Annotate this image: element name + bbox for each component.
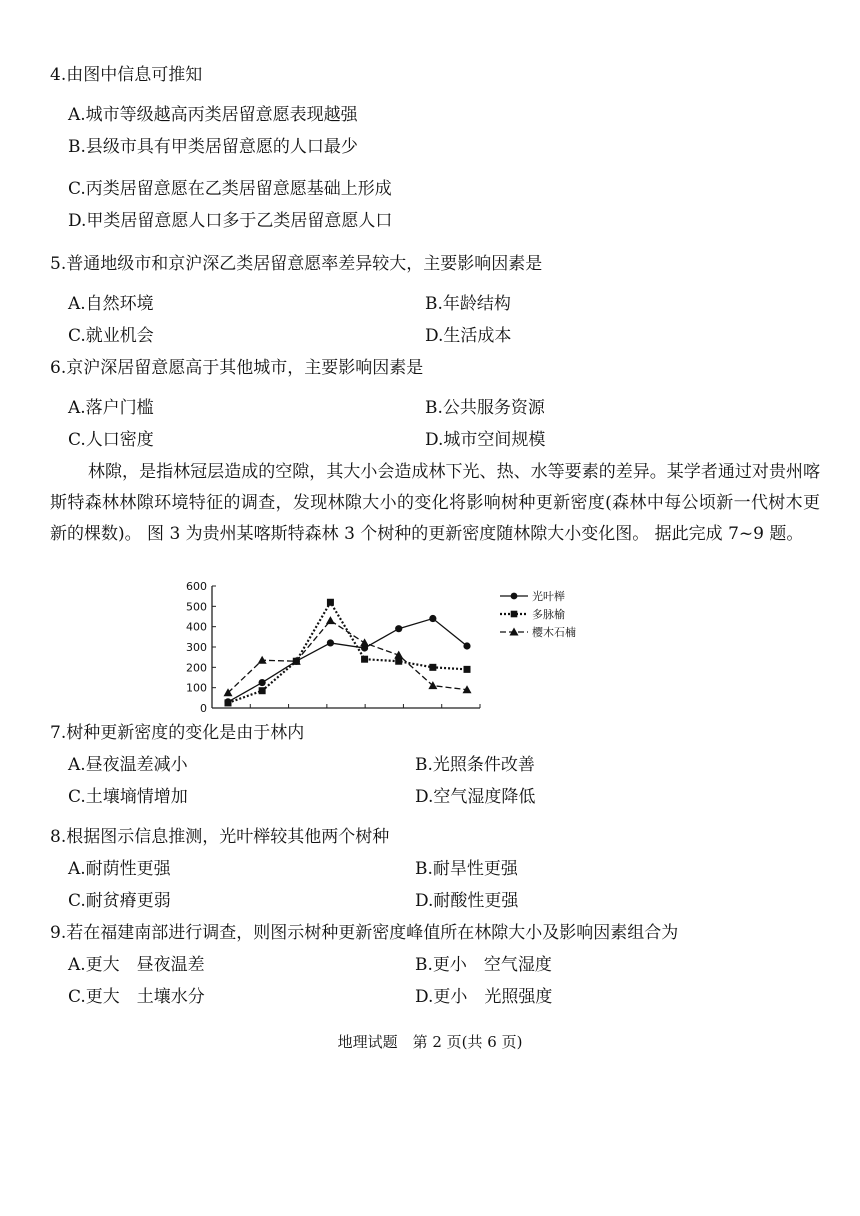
question-8-stem: 8.根据图示信息推测，光叶榉较其他两个树种 [50,827,390,847]
y-tick-label: 400 [186,620,207,634]
y-tick-label: 600 [186,580,207,593]
y-tick-label: 300 [186,641,207,654]
data-point-square [464,666,471,673]
data-point-square [225,699,232,706]
question-9-option-d: D.更小 光照强度 [415,987,553,1007]
question-6-stem: 6.京沪深居留意愿高于其他城市，主要影响因素是 [50,358,424,378]
passage: 林隙，是指林冠层造成的空隙，其大小会造成林下光、热、水等要素的差异。某学者通过对贵州喀斯特森林林隙环境特征的调查，发现林隙大小的变化将影响树种更新密度(森林中每公顷新一代树木更新的棵数)。 图 3 为贵州某喀斯特森林 3 个树种的更新密度随林隙大小变化图。 据此完成 7~9 题。 [50,462,820,544]
question-6-option-b: B.公共服务资源 [425,398,545,418]
question-5-option-c: C.就业机会 [68,326,154,346]
question-4-stem: 4.由图中信息可推知 [50,65,203,85]
page-footer: 地理试题 第 2 页(共 6 页) [337,1033,523,1051]
y-tick-label: 100 [186,681,207,695]
question-7-option-a: A.昼夜温差减小 [68,755,188,775]
question-8-option-d: D.耐酸性更强 [415,891,519,911]
data-point-circle [463,642,470,649]
legend-label-2: 多脉榆 [532,608,565,621]
question-4-option-a: A.城市等级越高丙类居留意愿表现越强 [68,105,358,125]
legend-label-1: 光叶榉 [532,590,565,603]
data-point-circle [395,625,402,632]
question-9-option-b: B.更小 空气湿度 [415,955,552,975]
y-tick-label: 200 [186,661,207,675]
question-9-option-a: A.更大 昼夜温差 [68,955,205,975]
question-7-option-b: B.光照条件改善 [415,755,535,775]
question-6-option-c: C.人口密度 [68,430,154,450]
legend-marker-circle [511,593,518,600]
question-9-option-c: C.更大 土壤水分 [68,987,205,1007]
question-8-option-b: B.耐旱性更强 [415,859,518,879]
legend-marker-square [511,611,518,618]
data-point-square [395,658,402,665]
question-7-option-c: C.土壤墒情增加 [68,787,188,807]
data-point-triangle [326,616,335,624]
data-point-triangle [360,638,369,646]
data-point-circle [429,615,436,622]
question-6-option-d: D.城市空间规模 [425,430,546,450]
y-tick-label: 0 [200,702,207,713]
question-5-option-d: D.生活成本 [425,326,512,346]
question-5-option-b: B.年龄结构 [425,294,511,314]
y-tick-label: 500 [186,600,207,614]
data-point-circle [327,639,334,646]
question-5-option-a: A.自然环境 [68,294,154,314]
data-point-circle [259,679,266,686]
question-7-option-d: D.空气湿度降低 [415,787,536,807]
question-4-option-c: C.丙类居留意愿在乙类居留意愿基础上形成 [68,179,392,199]
question-9-stem: 9.若在福建南部进行调查，则图示树种更新密度峰值所在林隙大小及影响因素组合为 [50,923,679,943]
data-point-square [361,656,368,663]
question-5-stem: 5.普通地级市和京沪深乙类居留意愿率差异较大，主要影响因素是 [50,254,543,274]
question-4-option-d: D.甲类居留意愿人口多于乙类居留意愿人口 [68,211,393,231]
question-8-option-a: A.耐荫性更强 [68,859,171,879]
question-7-stem: 7.树种更新密度的变化是由于林内 [50,723,305,743]
question-6-option-a: A.落户门槛 [68,398,154,418]
line-chart [170,578,590,713]
question-4-option-b: B.县级市具有甲类居留意愿的人口最少 [68,137,358,157]
question-8-option-c: C.耐贫瘠更弱 [68,891,171,911]
data-point-square [259,687,266,694]
data-point-square [429,664,436,671]
data-point-square [327,599,334,606]
legend-label-3: 樱木石楠 [532,626,576,639]
